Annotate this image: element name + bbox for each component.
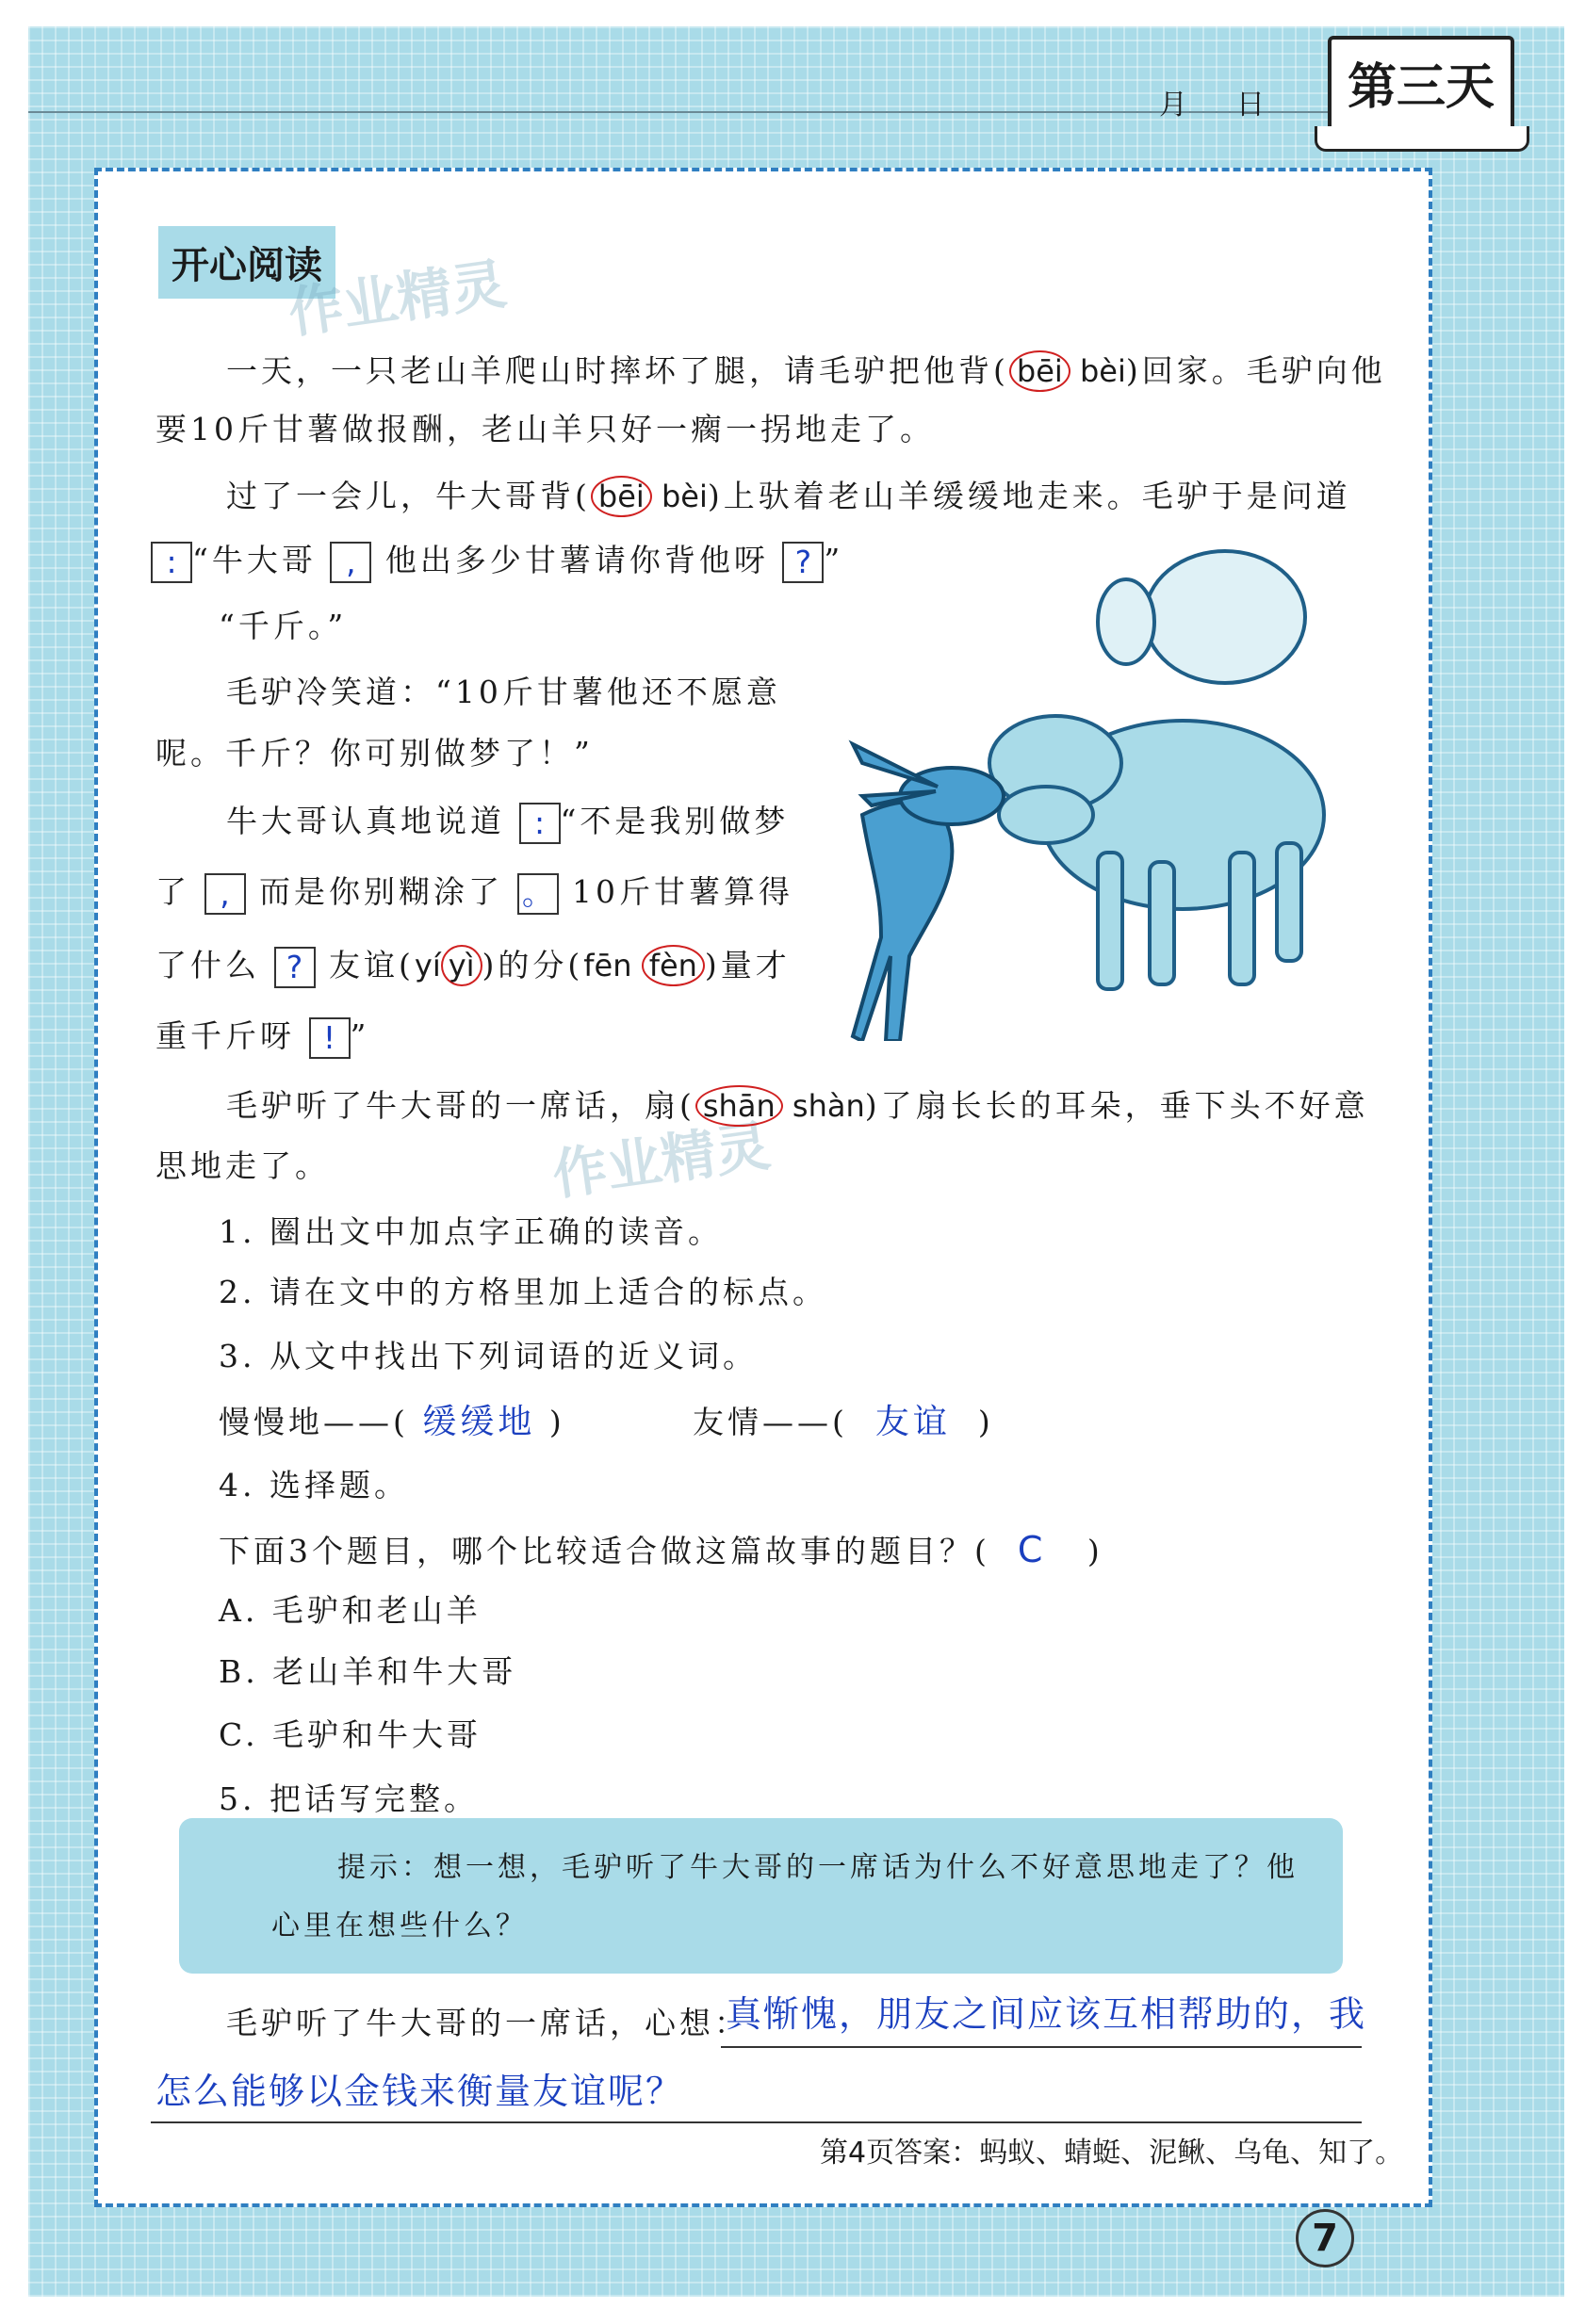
option-b: B. 老山羊和牛大哥 (219, 1653, 517, 1690)
pinyin-answer: shān (695, 1085, 783, 1127)
story-line-4: : “牛大哥 , 他出多少甘薯请你背他呀 ? ” (151, 542, 843, 583)
story-line-7: 呢。千斤？你可别做梦了！” (155, 735, 594, 772)
story-line-1: 一天，一只老山羊爬山时摔坏了腿，请毛驴把他背( bēi bèi)回家。毛驴向他 (226, 350, 1386, 392)
answer-text: 友谊 (874, 1403, 951, 1441)
question-4: 4. 选择题。 (219, 1467, 409, 1503)
punctuation-box: : (151, 542, 192, 583)
story-line-6: 毛驴冷笑道：“10斤甘薯他还不愿意 (226, 674, 781, 710)
hint-line-1: 提示：想一想，毛驴听了牛大哥的一席话为什么不好意思地走了？他 (337, 1851, 1299, 1884)
answer-text: 缓缓地 (422, 1403, 536, 1441)
day-title: 第三天 (1347, 59, 1495, 116)
option-c: C. 毛驴和牛大哥 (219, 1716, 482, 1753)
punctuation-box: : (519, 803, 561, 844)
pinyin-answer: bēi (591, 476, 652, 517)
question-1: 1. 圈出文中加点字正确的读音。 (219, 1213, 723, 1250)
month-label: 月 (1159, 89, 1189, 122)
question-3b: 友情——( 友谊 ) (693, 1403, 994, 1441)
punctuation-box: , (330, 542, 371, 583)
watermark: 作业精灵 (548, 1113, 775, 1208)
story-line-3: 过了一会儿，牛大哥背( bēi bèi)上驮着老山羊缓缓地走来。毛驴于是问道 (226, 476, 1351, 517)
punctuation-box: 。 (517, 873, 559, 915)
story-line-5: “千斤。” (219, 608, 348, 644)
pinyin-answer: fèn (642, 945, 705, 986)
punctuation-box: ? (274, 947, 316, 988)
story-line-11: 重千斤呀 ! ” (155, 1017, 369, 1059)
option-a: A. 毛驴和老山羊 (219, 1592, 482, 1629)
question-3: 3. 从文中找出下列词语的近义词。 (219, 1338, 758, 1374)
punctuation-box: ? (782, 542, 824, 583)
date-field (1159, 81, 1314, 122)
question-5-prefix: 毛驴听了牛大哥的一席话，心想： (226, 2005, 749, 2041)
answer-line-2: 怎么能够以金钱来衡量友谊呢？ (155, 2071, 684, 2112)
question-5: 5. 把话写完整。 (219, 1780, 479, 1817)
page-number: 7 (1296, 2209, 1354, 2267)
story-line-8: 牛大哥认真地说道 : “不是我别做梦 (226, 803, 789, 844)
day-badge (1315, 36, 1527, 154)
watermark: 作业精灵 (285, 252, 511, 346)
day-label: 日 (1236, 89, 1266, 122)
story-line-2: 要10斤甘薯做报酬，老山羊只好一瘸一拐地走了。 (155, 411, 935, 447)
hint-box (179, 1818, 1343, 1974)
question-2: 2. 请在文中的方格里加上适合的标点。 (219, 1274, 827, 1310)
previous-page-answers: 第4页答案：蚂蚁、蜻蜓、泥鳅、乌龟、知了。 (820, 2137, 1404, 2170)
answer-underline (721, 2046, 1362, 2048)
story-line-10: 了什么 ? 友谊(yí yì )的分(fēn fèn )量才 (155, 945, 791, 988)
hint-line-2: 心里在想些什么？ (271, 1910, 528, 1942)
donkey-ox-goat-illustration (825, 513, 1381, 1041)
punctuation-box: , (204, 873, 246, 915)
punctuation-box: ! (309, 1017, 351, 1059)
question-3a: 慢慢地——( 缓缓地 ) (219, 1403, 565, 1441)
answer-text: C (1017, 1529, 1047, 1570)
answer-line-1: 真惭愧，朋友之间应该互相帮助的，我 (726, 1993, 1367, 2035)
story-line-12: 毛驴听了牛大哥的一席话，扇( shān shàn)了扇长长的耳朵，垂下头不好意 (226, 1085, 1369, 1127)
section-tag: 开心阅读 (158, 226, 335, 299)
pinyin-answer: yì (441, 945, 482, 986)
question-4-stem: 下面3个题目，哪个比较适合做这篇故事的题目？( C ) (219, 1529, 1103, 1570)
story-line-9: 了 , 而是你别糊涂了 。 10斤甘薯算得 (155, 873, 793, 915)
header-rule (28, 111, 1329, 113)
pinyin-answer: bēi (1009, 350, 1070, 392)
story-line-13: 思地走了。 (155, 1147, 330, 1184)
answer-underline (151, 2121, 1362, 2123)
